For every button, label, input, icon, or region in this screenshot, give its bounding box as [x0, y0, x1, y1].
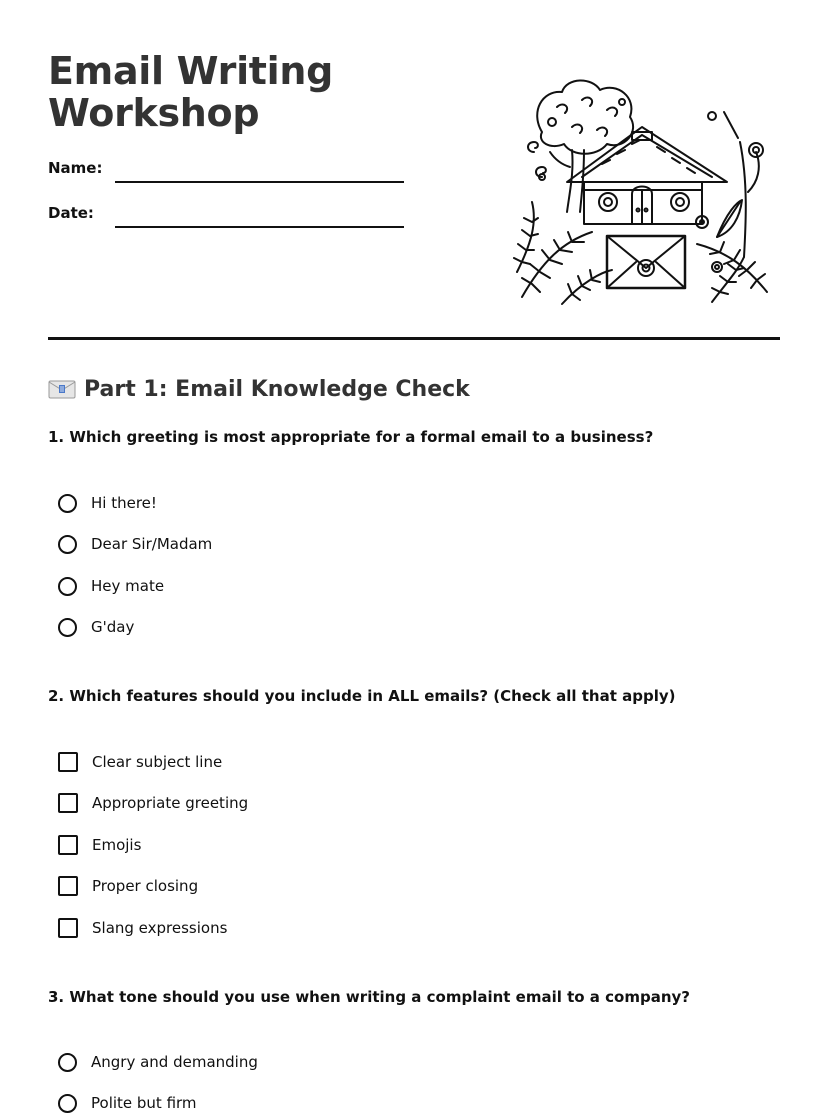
option-label: Appropriate greeting — [92, 794, 249, 812]
q3-option-1[interactable] — [58, 1050, 258, 1074]
checkbox[interactable] — [58, 876, 78, 896]
checkbox[interactable] — [58, 793, 78, 813]
name-field[interactable] — [115, 181, 404, 183]
radio-button[interactable] — [58, 577, 77, 596]
house-envelope-illustration — [512, 72, 774, 310]
title-line-2: Workshop — [48, 91, 260, 135]
option-label: G'day — [91, 618, 135, 636]
date-field[interactable] — [115, 226, 404, 228]
option-label: Hi there! — [91, 494, 157, 512]
q1-option-1[interactable] — [58, 491, 157, 515]
question-1-text: 1. Which greeting is most appropriate for a formal email to a business? — [48, 428, 654, 446]
worksheet-title — [48, 50, 468, 134]
option-label: Clear subject line — [92, 753, 223, 771]
q2-option-4[interactable] — [58, 874, 198, 898]
q2-option-1[interactable] — [58, 750, 222, 774]
option-label: Dear Sir/Madam — [91, 535, 213, 553]
q2-option-5[interactable] — [58, 916, 227, 940]
header-divider — [48, 337, 780, 340]
radio-button[interactable] — [58, 494, 77, 513]
radio-button[interactable] — [58, 1053, 77, 1072]
option-label: Polite but firm — [91, 1094, 197, 1112]
envelope-icon — [48, 378, 76, 400]
radio-button[interactable] — [58, 1094, 77, 1113]
section-1-title: Part 1: Email Knowledge Check — [84, 376, 470, 402]
q2-option-3[interactable] — [58, 833, 141, 857]
question-3-text: 3. What tone should you use when writing a complaint email to a company? — [48, 988, 690, 1006]
q3-option-2[interactable] — [58, 1091, 197, 1115]
q1-option-2[interactable] — [58, 532, 212, 556]
radio-button[interactable] — [58, 618, 77, 637]
date-field-row — [48, 204, 408, 234]
name-field-row — [48, 159, 408, 189]
option-label: Proper closing — [92, 877, 199, 895]
option-label: Emojis — [92, 836, 142, 854]
radio-button[interactable] — [58, 535, 77, 554]
date-label: Date: — [48, 204, 94, 222]
checkbox[interactable] — [58, 835, 78, 855]
checkbox[interactable] — [58, 752, 78, 772]
title-line-1: Email Writing — [48, 49, 334, 93]
option-label: Hey mate — [91, 577, 165, 595]
option-label: Slang expressions — [92, 919, 228, 937]
q1-option-3[interactable] — [58, 574, 164, 598]
name-label: Name: — [48, 159, 103, 177]
question-2-text: 2. Which features should you include in ALL emails? (Check all that apply) — [48, 687, 676, 705]
q1-option-4[interactable] — [58, 615, 134, 639]
option-label: Angry and demanding — [91, 1053, 258, 1071]
section-1-heading — [48, 374, 470, 404]
checkbox[interactable] — [58, 918, 78, 938]
q2-option-2[interactable] — [58, 791, 248, 815]
